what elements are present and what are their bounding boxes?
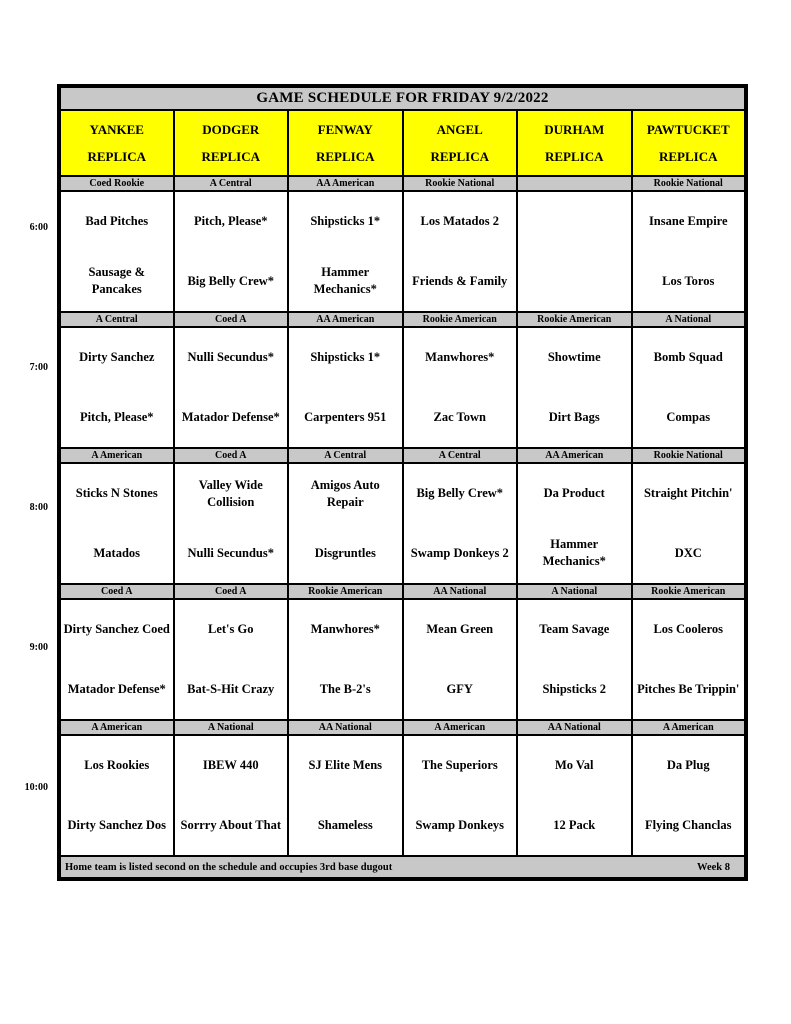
game-cell bbox=[59, 735, 174, 856]
game-cell bbox=[403, 327, 518, 448]
division-cell: AA American bbox=[288, 176, 403, 191]
footer-bar bbox=[59, 856, 746, 879]
division-cell: A Central bbox=[59, 312, 174, 327]
field-type: REPLICA bbox=[544, 149, 604, 164]
game-cell bbox=[632, 191, 747, 312]
home-team: Los Toros bbox=[662, 273, 715, 288]
game-cell bbox=[403, 191, 518, 312]
field-header-angel bbox=[403, 110, 518, 176]
home-team: Swamp Donkeys 2 bbox=[410, 545, 509, 560]
away-team: Nulli Secundus* bbox=[187, 350, 274, 365]
division-cell: Coed A bbox=[174, 584, 289, 599]
game-cell bbox=[174, 599, 289, 720]
away-team: Bad Pitches bbox=[85, 214, 149, 229]
game-cell bbox=[517, 463, 632, 584]
away-team: Straight Pitchin' bbox=[643, 486, 733, 501]
game-cell bbox=[174, 191, 289, 312]
away-team: The Superiors bbox=[421, 758, 498, 773]
game-cell bbox=[517, 599, 632, 720]
game-cell bbox=[174, 463, 289, 584]
game-cell bbox=[517, 735, 632, 856]
home-team: Hammer Mechanics* bbox=[542, 537, 606, 569]
field-header-dodger bbox=[174, 110, 289, 176]
division-cell: A National bbox=[517, 584, 632, 599]
home-team: Flying Chanclas bbox=[645, 817, 732, 832]
time-label: 9:00 bbox=[29, 642, 48, 653]
division-cell: Rookie National bbox=[632, 448, 747, 463]
game-cell bbox=[288, 463, 403, 584]
away-team: Let's Go bbox=[208, 622, 254, 637]
home-team: Pitch, Please* bbox=[79, 409, 154, 424]
away-team: Mo Val bbox=[554, 758, 594, 773]
home-team bbox=[518, 252, 631, 312]
footer-note: Home team is listed second on the schedule and occupies 3rd base dugout bbox=[65, 861, 393, 873]
away-team: Valley Wide Collision bbox=[198, 477, 263, 509]
game-cell bbox=[632, 735, 747, 856]
division-row-700 bbox=[59, 312, 746, 327]
home-team: Swamp Donkeys bbox=[415, 817, 505, 832]
home-team: Zac Town bbox=[433, 409, 486, 424]
division-cell: A Central bbox=[403, 448, 518, 463]
division-cell: Rookie American bbox=[403, 312, 518, 327]
game-cell bbox=[288, 327, 403, 448]
game-cell bbox=[632, 599, 747, 720]
home-team: GFY bbox=[446, 681, 473, 696]
division-cell: A American bbox=[59, 448, 174, 463]
division-cell: Coed Rookie bbox=[59, 176, 174, 191]
division-cell: Coed A bbox=[59, 584, 174, 599]
game-cell bbox=[288, 191, 403, 312]
division-cell: A National bbox=[632, 312, 747, 327]
division-cell: Coed A bbox=[174, 312, 289, 327]
away-team: Manwhores* bbox=[310, 622, 380, 637]
game-row-1000 bbox=[59, 735, 746, 856]
away-team: Showtime bbox=[547, 350, 601, 365]
away-team: Amigos Auto Repair bbox=[310, 477, 380, 509]
game-row-700 bbox=[59, 327, 746, 448]
schedule-title: GAME SCHEDULE FOR FRIDAY 9/2/2022 bbox=[59, 86, 746, 110]
division-row-800 bbox=[59, 448, 746, 463]
field-type: REPLICA bbox=[315, 149, 375, 164]
time-label: 7:00 bbox=[29, 362, 48, 373]
home-team: Friends & Family bbox=[412, 273, 508, 288]
away-team: Pitch, Please* bbox=[193, 214, 268, 229]
away-team: Bomb Squad bbox=[653, 350, 723, 365]
home-team: The B-2's bbox=[319, 681, 371, 696]
away-team: Sticks N Stones bbox=[75, 486, 158, 501]
home-team: Big Belly Crew* bbox=[187, 273, 275, 288]
field-type: REPLICA bbox=[87, 149, 146, 164]
away-team: SJ Elite Mens bbox=[308, 758, 383, 773]
field-name: FENWAY bbox=[317, 122, 373, 137]
field-name: YANKEE bbox=[89, 122, 144, 137]
division-cell: A Central bbox=[288, 448, 403, 463]
schedule-table bbox=[57, 84, 748, 881]
division-cell: A National bbox=[174, 720, 289, 735]
home-team: Shipsticks 2 bbox=[542, 681, 607, 696]
time-label: 8:00 bbox=[29, 502, 48, 513]
away-team: Manwhores* bbox=[425, 350, 495, 365]
game-cell bbox=[632, 327, 747, 448]
field-name: PAWTUCKET bbox=[646, 122, 730, 137]
home-team: Pitches Be Trippin' bbox=[637, 681, 740, 696]
division-cell: A American bbox=[632, 720, 747, 735]
home-team: Shameless bbox=[317, 817, 373, 832]
game-cell bbox=[174, 735, 289, 856]
game-cell bbox=[59, 599, 174, 720]
home-team: Bat-S-Hit Crazy bbox=[187, 681, 275, 696]
game-cell bbox=[59, 463, 174, 584]
home-team: Dirt Bags bbox=[548, 409, 600, 424]
home-team: Carpenters 951 bbox=[304, 409, 387, 424]
game-cell bbox=[59, 327, 174, 448]
game-cell bbox=[403, 463, 518, 584]
away-team bbox=[518, 192, 631, 252]
division-cell: AA American bbox=[288, 312, 403, 327]
home-team: Compas bbox=[666, 409, 711, 424]
division-cell: Rookie American bbox=[632, 584, 747, 599]
home-team: Matador Defense* bbox=[181, 409, 280, 424]
game-cell bbox=[288, 599, 403, 720]
division-cell: Rookie National bbox=[632, 176, 747, 191]
footer-row bbox=[59, 856, 746, 879]
home-team: 12 Pack bbox=[553, 817, 596, 832]
division-cell: A Central bbox=[174, 176, 289, 191]
division-cell: Coed A bbox=[174, 448, 289, 463]
division-cell: AA National bbox=[288, 720, 403, 735]
home-team: Nulli Secundus* bbox=[187, 545, 274, 560]
division-cell: Rookie American bbox=[288, 584, 403, 599]
away-team: Shipsticks 1* bbox=[310, 350, 381, 365]
away-team: Da Plug bbox=[666, 758, 710, 773]
away-team: Insane Empire bbox=[648, 214, 728, 229]
field-header-pawtucket bbox=[632, 110, 747, 176]
field-name: DODGER bbox=[202, 122, 260, 137]
away-team: Big Belly Crew* bbox=[416, 486, 504, 501]
division-cell: Rookie National bbox=[403, 176, 518, 191]
game-cell bbox=[59, 191, 174, 312]
game-cell bbox=[517, 327, 632, 448]
game-cell-empty bbox=[517, 191, 632, 312]
home-team: Matador Defense* bbox=[67, 681, 166, 696]
field-type: REPLICA bbox=[201, 149, 260, 164]
division-cell: A American bbox=[403, 720, 518, 735]
game-row-900 bbox=[59, 599, 746, 720]
time-label: 10:00 bbox=[24, 782, 48, 793]
division-row-900 bbox=[59, 584, 746, 599]
away-team: Los Matados 2 bbox=[420, 214, 499, 229]
field-name: ANGEL bbox=[436, 122, 483, 137]
away-team: Dirty Sanchez Coed bbox=[63, 622, 170, 637]
away-team: IBEW 440 bbox=[202, 758, 259, 773]
division-cell: AA National bbox=[517, 720, 632, 735]
division-row-1000 bbox=[59, 720, 746, 735]
game-cell bbox=[288, 735, 403, 856]
home-team: Disgruntles bbox=[314, 545, 376, 560]
game-row-600 bbox=[59, 191, 746, 312]
division-row-600 bbox=[59, 176, 746, 191]
division-cell: Rookie American bbox=[517, 312, 632, 327]
field-header-durham bbox=[517, 110, 632, 176]
title-row bbox=[59, 86, 746, 110]
field-header-row bbox=[59, 110, 746, 176]
away-team: Dirty Sanchez bbox=[79, 350, 155, 365]
game-row-800 bbox=[59, 463, 746, 584]
game-cell bbox=[403, 735, 518, 856]
field-type: REPLICA bbox=[430, 149, 489, 164]
home-team: DXC bbox=[674, 545, 702, 560]
away-team: Mean Green bbox=[426, 622, 494, 637]
division-cell bbox=[517, 176, 632, 191]
division-cell: A American bbox=[59, 720, 174, 735]
field-header-yankee bbox=[59, 110, 174, 176]
division-cell: AA National bbox=[403, 584, 518, 599]
away-team: Los Cooleros bbox=[653, 622, 724, 637]
week-badge: Week 8 bbox=[697, 861, 730, 873]
away-team: Team Savage bbox=[539, 622, 610, 637]
game-cell bbox=[403, 599, 518, 720]
away-team: Shipsticks 1* bbox=[310, 214, 381, 229]
away-team: Da Product bbox=[543, 486, 605, 501]
time-label: 6:00 bbox=[29, 222, 48, 233]
field-type: REPLICA bbox=[658, 149, 718, 164]
game-cell bbox=[632, 463, 747, 584]
division-cell: AA American bbox=[517, 448, 632, 463]
home-team: Matados bbox=[93, 545, 141, 560]
home-team: Sausage & Pancakes bbox=[88, 265, 146, 297]
home-team: Hammer Mechanics* bbox=[313, 265, 377, 297]
game-cell bbox=[174, 327, 289, 448]
field-name: DURHAM bbox=[544, 122, 605, 137]
away-team: Los Rookies bbox=[84, 758, 150, 773]
field-header-fenway bbox=[288, 110, 403, 176]
home-team: Sorrry About That bbox=[180, 817, 281, 832]
home-team: Dirty Sanchez Dos bbox=[67, 817, 167, 832]
